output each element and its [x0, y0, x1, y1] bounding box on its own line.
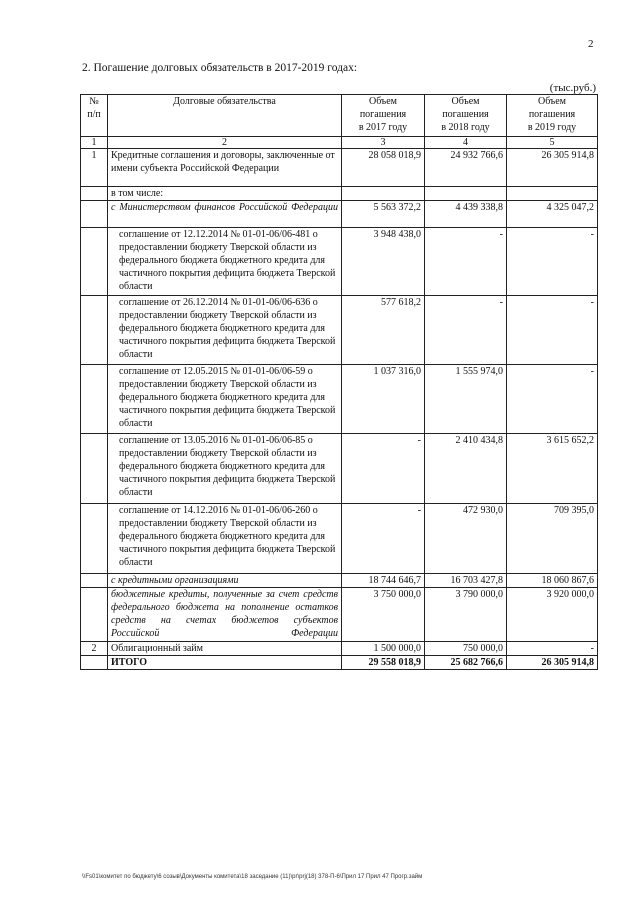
amount-2019: 4 325 047,2 [507, 201, 598, 228]
obligation-name: в том числе: [108, 187, 342, 201]
column-number: 3 [342, 137, 425, 149]
amount-2017: 1 037 316,0 [342, 365, 425, 434]
table-row [81, 588, 598, 642]
table-header-row [81, 95, 598, 137]
table-row: 2 Облигационный займ 1 500 000,0 750 000,0 - [81, 642, 598, 656]
amount-2018: 1 555 974,0 [425, 365, 507, 434]
total-2019: 26 305 914,8 [507, 656, 598, 670]
amount-2018: 24 932 766,6 [425, 149, 507, 187]
table-row [81, 228, 598, 296]
amount-2018: - [425, 228, 507, 296]
total-row [81, 656, 598, 670]
header-obligations: Долговые обязательства [108, 95, 342, 137]
amount-2017: 18 744 646,7 [342, 574, 425, 588]
table-row [81, 187, 598, 201]
obligation-name: соглашение от 14.12.2016 № 01-01-06/06-260 о предоставлении бюджету Тверской области из федерального бюджета бюджетного кредита для частичного покрытия дефицита бюджета Тверской области [108, 504, 342, 574]
table-row [81, 504, 598, 574]
total-label: ИТОГО [108, 656, 342, 670]
obligation-name: с Министерством финансов Российской Федерации [108, 201, 342, 228]
header-2017: Объем погашения в 2017 году [342, 95, 425, 137]
amount-2019: - [507, 642, 598, 656]
amount-2018: 2 410 434,8 [425, 434, 507, 504]
header-number: № п/п [81, 95, 108, 137]
total-2018: 25 682 766,6 [425, 656, 507, 670]
column-number: 4 [425, 137, 507, 149]
amount-2018: 750 000,0 [425, 642, 507, 656]
page-number: 2 [588, 38, 594, 50]
amount-2019: - [507, 228, 598, 296]
amount-2018: 3 790 000,0 [425, 588, 507, 642]
table-row [81, 574, 598, 588]
amount-2017: 577 618,2 [342, 296, 425, 365]
amount-2018: - [425, 296, 507, 365]
amount-2019: 709 395,0 [507, 504, 598, 574]
obligation-name: Кредитные соглашения и договоры, заключенные от имени субъекта Российской Федерации [108, 149, 342, 187]
obligation-name: соглашение от 12.05.2015 № 01-01-06/06-59 о предоставлении бюджету Тверской области из федерального бюджета бюджетного кредита для частичного покрытия дефицита бюджета Тверской области [108, 365, 342, 434]
units-label: (тыс.руб.) [549, 82, 596, 94]
amount-2019: 3 615 652,2 [507, 434, 598, 504]
file-path-footer: \\Fs01\комитет по бюджету\6 созыв\Документы комитета\18 заседание (11)\pr\prj(18) 378-П-6\Прил 17 Прил 47 Прогр.займ [82, 874, 423, 880]
table-row [81, 296, 598, 365]
section-heading: 2. Погашение долговых обязательств в 2017-2019 годах: [82, 62, 358, 74]
total-2017: 29 558 018,9 [342, 656, 425, 670]
amount-2019: 18 060 867,6 [507, 574, 598, 588]
column-number: 5 [507, 137, 598, 149]
amount-2017: 1 500 000,0 [342, 642, 425, 656]
amount-2017: 5 563 372,2 [342, 201, 425, 228]
header-2018: Объем погашения в 2018 году [425, 95, 507, 137]
debt-repayment-table [80, 94, 598, 670]
column-number-row [81, 137, 598, 149]
table-row [81, 365, 598, 434]
column-number: 2 [108, 137, 342, 149]
amount-2018: 16 703 427,8 [425, 574, 507, 588]
table-row: 1 Кредитные соглашения и договоры, заключенные от имени субъекта Российской Федерации 28 058 018,9 24 932 766,6 26 305 914,8 [81, 149, 598, 187]
amount-2017: - [342, 434, 425, 504]
column-number: 1 [81, 137, 108, 149]
amount-2017: 3 948 438,0 [342, 228, 425, 296]
amount-2019: - [507, 296, 598, 365]
amount-2018: 472 930,0 [425, 504, 507, 574]
amount-2017: 3 750 000,0 [342, 588, 425, 642]
obligation-name: бюджетные кредиты, полученные за счет средств федерального бюджета на пополнение остатков средств на счетах бюджетов субъектов Российской Федерации [108, 588, 342, 642]
obligation-name: с кредитными организациями [108, 574, 342, 588]
amount-2017: - [342, 504, 425, 574]
obligation-name: соглашение от 12.12.2014 № 01-01-06/06-481 о предоставлении бюджету Тверской области из федерального бюджета бюджетного кредита для частичного покрытия дефицита бюджета Тверской области [108, 228, 342, 296]
header-2019: Объем погашения в 2019 году [507, 95, 598, 137]
obligation-name: соглашение от 26.12.2014 № 01-01-06/06-636 о предоставлении бюджету Тверской области из федерального бюджета бюджетного кредита для частичного покрытия дефицита бюджета Тверской области [108, 296, 342, 365]
amount-2019: - [507, 365, 598, 434]
obligation-name: соглашение от 13.05.2016 № 01-01-06/06-85 о предоставлении бюджету Тверской области из федерального бюджета бюджетного кредита для частичного покрытия дефицита бюджета Тверской области [108, 434, 342, 504]
amount-2017: 28 058 018,9 [342, 149, 425, 187]
obligation-name: Облигационный займ [108, 642, 342, 656]
amount-2019: 3 920 000,0 [507, 588, 598, 642]
table-row [81, 201, 598, 228]
amount-2019: 26 305 914,8 [507, 149, 598, 187]
amount-2018: 4 439 338,8 [425, 201, 507, 228]
table-row [81, 434, 598, 504]
